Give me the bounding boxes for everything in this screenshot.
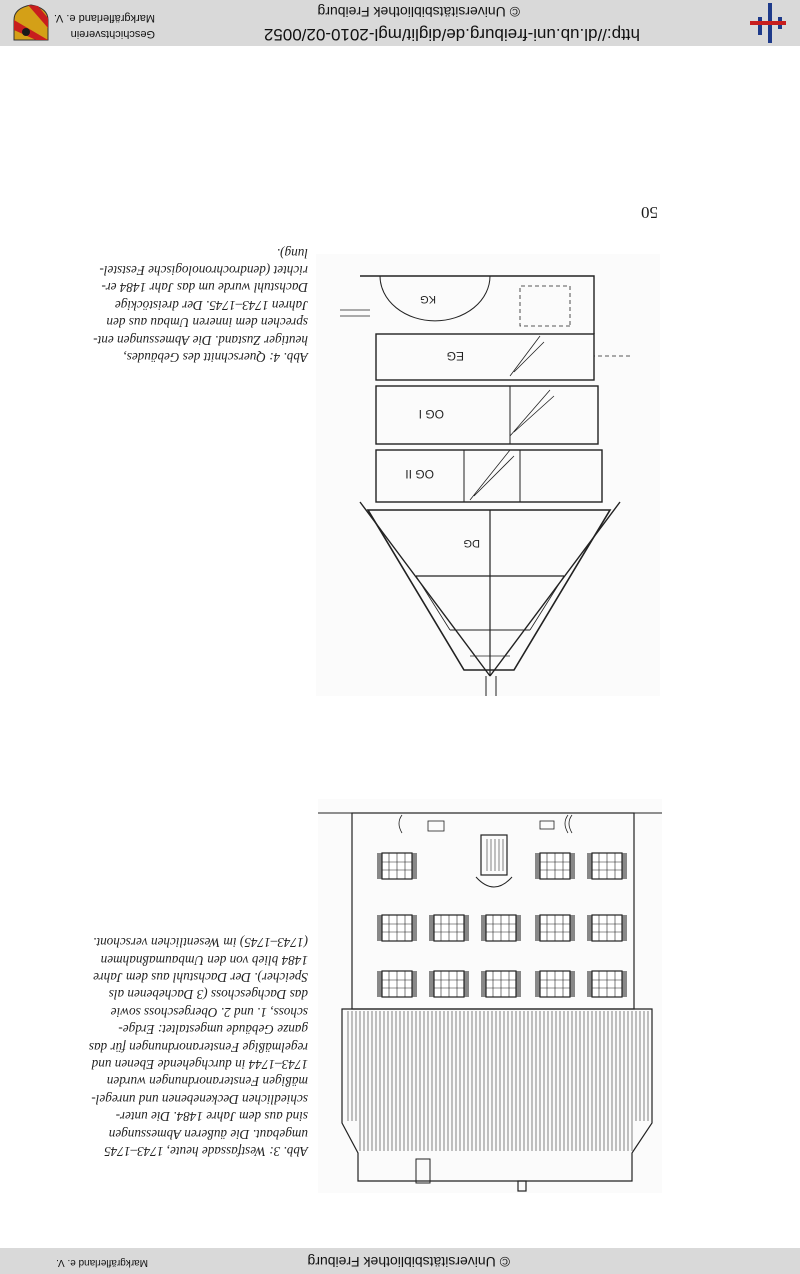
caption-line: sprechen dem inneren Umbau aus den	[106, 315, 308, 331]
facade-window	[587, 971, 627, 997]
society-line-2: Markgräflerland e. V.	[53, 12, 155, 24]
floor-label-og1: OG I	[418, 407, 444, 421]
figure-3-caption	[89, 934, 308, 1160]
figure-3-west-facade-drawing	[318, 799, 662, 1193]
caption-line: mäßigen Fensteranordnungen wurden	[106, 1074, 308, 1090]
facade-window	[377, 971, 417, 997]
facade-window	[377, 853, 417, 879]
society-line-1: Geschichtsverein	[70, 28, 155, 40]
figure-4-caption	[93, 244, 308, 366]
page-number: 50	[641, 203, 658, 222]
caption-line: regelmäßige Fensteranordnungen für das	[88, 1039, 308, 1055]
footer-copyright: © Universitätsbibliothek Freiburg	[307, 1254, 510, 1270]
caption-line: Dachstuhl wurde um das Jahr 1484 er-	[101, 280, 308, 296]
society-crest-icon	[12, 4, 50, 42]
facade-window	[535, 853, 575, 879]
facade-window	[481, 915, 521, 941]
caption-line: ganze Gebäude umgestaltet: Erdge-	[118, 1022, 308, 1038]
facade-window	[481, 971, 521, 997]
caption-line: richtet (dendrochronologische Feststel-	[99, 262, 308, 278]
caption-line: das Dachgeschoss (3 Dachebenen als	[108, 987, 308, 1003]
facade-window	[587, 915, 627, 941]
caption-line: heutiger Zustand. Die Abmessungen ent-	[93, 332, 308, 348]
caption-line: schoss, 1. und 2. Obergeschoss sowie	[110, 1004, 308, 1020]
header-bar-rotated	[0, 0, 800, 46]
caption-line: Jahren 1743–1745. Der dreistöckige	[114, 297, 308, 313]
caption-line: sind aus dem Jahre 1484. Die unter-	[115, 1109, 308, 1125]
caption-line: Abb. 3: Westfassade heute, 1743–1745	[104, 1144, 308, 1159]
caption-line: 1484 blieb von den Umbaumaßnahmen	[100, 952, 308, 968]
ub-freiburg-logo-icon	[748, 3, 788, 43]
floor-label-eg: EG	[446, 349, 464, 363]
floor-label-attic: DG	[463, 537, 480, 549]
floor-label-kg: KG	[420, 293, 436, 305]
header-copyright: © Universitätsbibliothek Freiburg	[317, 4, 520, 20]
caption-line: 1743–1744 in durchgehende Ebenen und	[91, 1056, 308, 1072]
caption-line: umgebaut. Die äußeren Abmessungen	[108, 1126, 308, 1142]
facade-window	[535, 971, 575, 997]
document-page	[0, 46, 800, 1248]
facade-window	[587, 853, 627, 879]
header-url[interactable]: http://dl.ub.uni-freiburg.de/diglit/mgl-2010-02/0052	[263, 25, 640, 44]
facade-window	[377, 915, 417, 941]
caption-line: lung).	[276, 245, 308, 261]
facade-window	[429, 915, 469, 941]
caption-line: schiedlichen Deckenebenen und unregel-	[91, 1091, 308, 1107]
facade-window	[535, 915, 575, 941]
footer-bar	[0, 1248, 800, 1274]
caption-line: (1743–1745) im Wesentlichen verschont.	[93, 935, 308, 951]
caption-line: Speicher). Der Dachstuhl aus dem Jahre	[93, 969, 308, 985]
footer-bar-rotated	[0, 1248, 800, 1274]
document-page-rotated	[0, 46, 800, 1248]
caption-line: Abb. 4: Querschnitt des Gebäudes,	[123, 350, 308, 365]
footer-society: Markgräflerland e. V.	[56, 1257, 148, 1268]
facade-window	[429, 971, 469, 997]
header-bar	[0, 0, 800, 46]
floor-label-og2: OG II	[405, 467, 434, 481]
figure-4-cross-section-drawing	[316, 254, 660, 696]
